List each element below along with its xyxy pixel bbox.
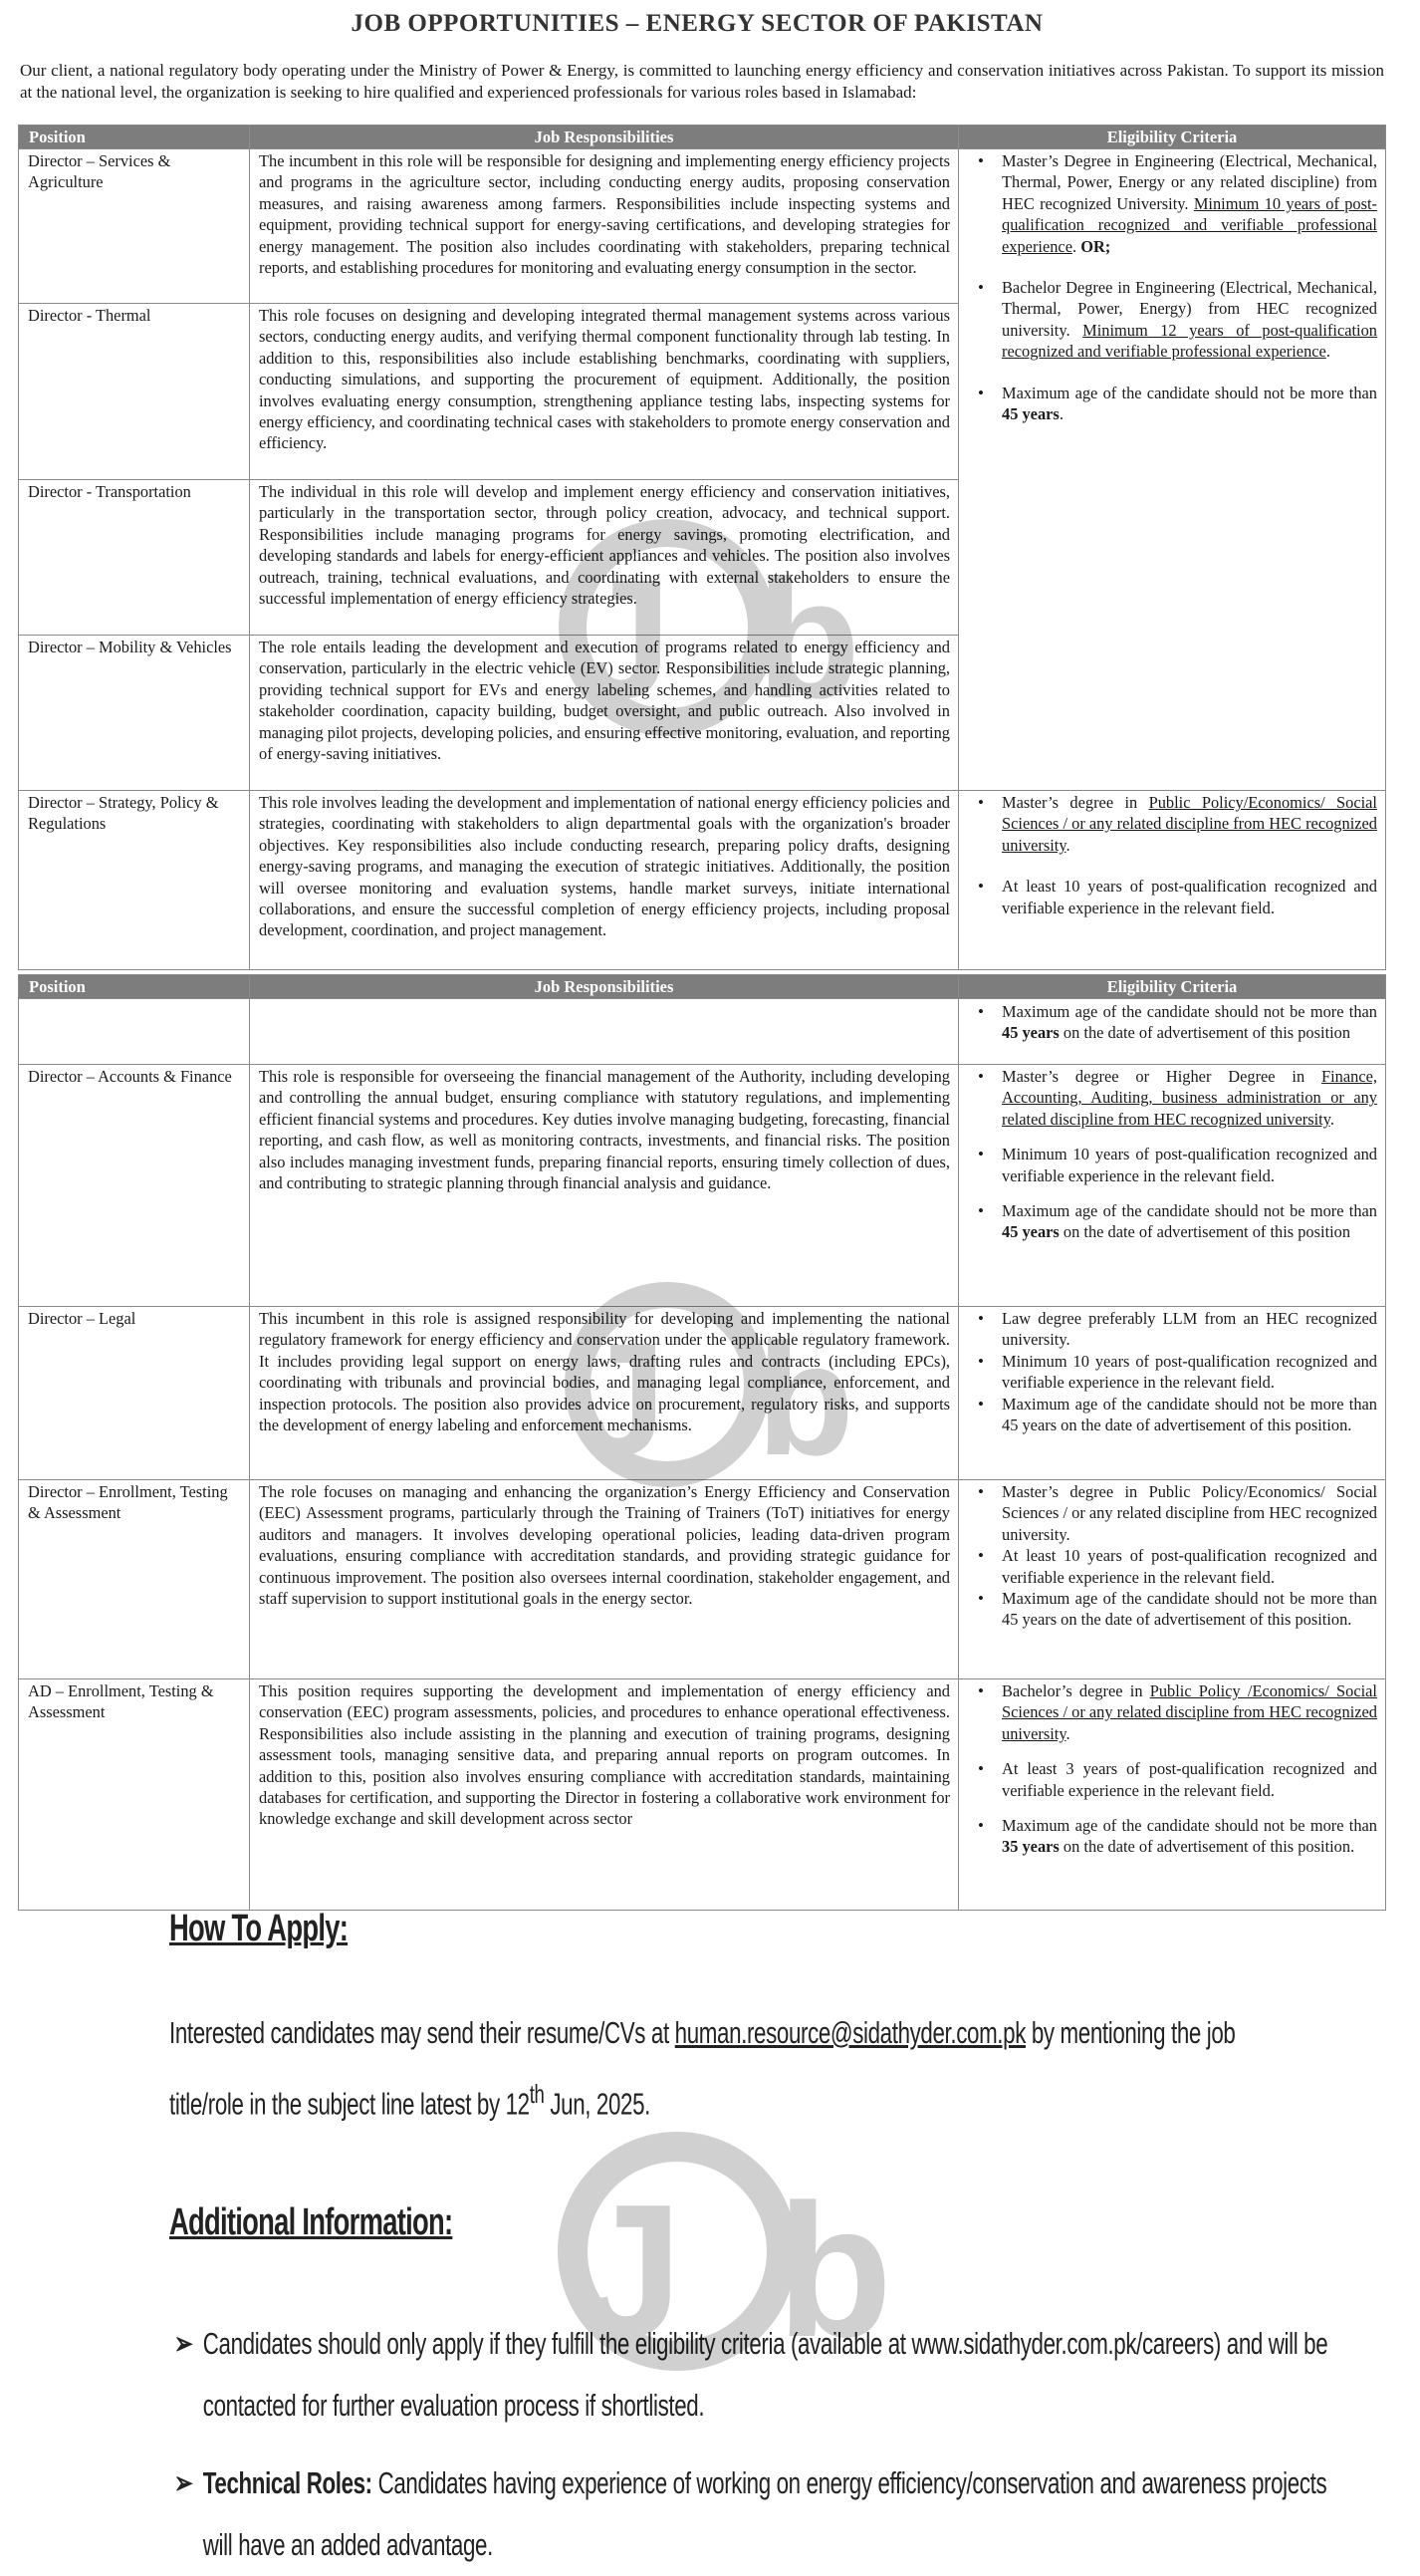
criteria-cell-engineering — [959, 149, 1386, 791]
table-row — [19, 1480, 1386, 1679]
criteria-bullet: • Master’s degree in Public Policy/Economics/ Social Sciences / or any related discipline from HEC recognized university. — [968, 1481, 1377, 1545]
responsibilities-cell: This incumbent in this role is assigned responsibility for developing and implementing the national regulatory framework for energy efficiency and conservation under the applicable regulatory framework. It includes providing legal support on energy laws, drafting rules and contracts (including EPCs), coordinating with tribunals and provincial bodies, and managing legal compliance, enforcement, and inspection protocols. The position also provides advice on procurement, regulatory risks, and supports the development of energy labeling and enforcement mechanisms. — [250, 1307, 959, 1480]
criteria-bullet: • At least 10 years of post-qualification recognized and verifiable experience in the relevant field. — [968, 876, 1377, 918]
position-cell: Director - Transportation — [19, 480, 250, 636]
position-cell-empty — [19, 999, 250, 1065]
criteria-bullet: • Maximum age of the candidate should not be more than 35 years on the date of advertisement of this position. — [968, 1815, 1377, 1858]
position-cell: Director – Enrollment, Testing & Assessment — [19, 1480, 250, 1679]
criteria-cell-policy — [959, 791, 1386, 970]
responsibilities-cell: The incumbent in this role will be responsible for designing and implementing energy efficiency projects and programs in the agriculture sector, including conducting energy audits, proposing conservation measures, and raising awareness among farmers. Responsibilities include inspecting systems and equipment, providing technical support for energy-saving certifications, and developing strategies for energy management. The position also includes coordinating with stakeholders, preparing technical reports, and establishing procedures for monitoring and evaluating energy consumption in the sector. — [250, 149, 959, 304]
additional-info-item: ➢ Candidates should only apply if they fulfill the eligibility criteria (available at www.sidathyder.com.pk/careers) and will be contacted for further evaluation process if shortlisted. — [174, 2313, 1335, 2437]
page-title: JOB OPPORTUNITIES – ENERGY SECTOR OF PAKISTAN — [351, 10, 1044, 37]
responsibilities-cell: This role involves leading the development and implementation of national energy efficiency policies and strategies, coordinating with stakeholders to align departmental goals with the organization's broader objectives. Key responsibilities also include conducting research, preparing policy drafts, designing energy-saving programs, and managing the execution of strategic initiatives. Additionally, the position will oversee monitoring and evaluation systems, handle market surveys, initiate international collaborations, and ensure the successful completion of energy efficiency projects, including proposal development, coordination, and project management. — [250, 791, 959, 970]
criteria-bullet: • Master’s degree or Higher Degree in Finance, Accounting, Auditing, business administration or any related discipline from HEC recognized university. — [968, 1066, 1377, 1130]
criteria-bullet: • Master’s Degree in Engineering (Electrical, Mechanical, Thermal, Power, Energy or any related discipline) from HEC recognized University. Minimum 10 years of post-qualification recognized and verifiable professional experience. OR; — [968, 150, 1377, 257]
position-cell: AD – Enrollment, Testing & Assessment — [19, 1679, 250, 1911]
apply-email-link[interactable]: human.resource@sidathyder.com.pk — [674, 2015, 1026, 2050]
header-responsibilities: Job Responsibilities — [250, 126, 959, 149]
criteria-bullet: • Maximum age of the candidate should not be more than 45 years on the date of advertisement of this position — [968, 1200, 1377, 1243]
table-row — [19, 1679, 1386, 1911]
svg-text:J: J — [578, 1310, 666, 1488]
position-cell: Director – Accounts & Finance — [19, 1065, 250, 1307]
additional-info-heading: Additional Information: — [169, 2201, 453, 2243]
intro-paragraph: Our client, a national regulatory body operating under the Ministry of Power & Energy, is committed to launching energy efficiency and conservation initiatives across Pakistan. To support its mission at the national level, the organization is seeking to hire qualified and experienced professionals for various roles based in Islamabad: — [20, 61, 1384, 102]
position-cell: Director – Legal — [19, 1307, 250, 1480]
header-criteria: Eligibility Criteria — [959, 126, 1386, 149]
how-to-apply-text: Interested candidates may send their resume/CVs at human.resource@sidathyder.com.pk by mentioning the job title/role in the subject line latest by 12th Jun, 2025. — [169, 2015, 1236, 2122]
svg-text:J: J — [578, 2166, 683, 2377]
additional-info-item: ➢ Technical Roles: Candidates having experience of working on energy efficiency/conservation and awareness projects will have an added advantage. — [174, 2452, 1335, 2576]
criteria-bullet: • Maximum age of the candidate should not be more than 45 years. — [968, 383, 1377, 425]
position-cell: Director – Strategy, Policy & Regulations — [19, 791, 250, 970]
criteria-cell — [959, 1679, 1386, 1911]
table-row-continuation — [19, 999, 1386, 1065]
svg-text:b: b — [757, 1310, 854, 1488]
responsibilities-cell: The role entails leading the development and execution of programs related to energy efficiency and conservation, particularly in the electric vehicle (EV) sector. Responsibilities include strategic planning, providing technical support for EVs and energy labeling schemes, and handling activities related to stakeholder coordination, capacity building, budget oversight, and public outreach. Also involved in managing pilot projects, developing policies, and ensuring effective monitoring, evaluation, and reporting of energy-saving initiatives. — [250, 636, 959, 791]
criteria-bullet: • Bachelor Degree in Engineering (Electrical, Mechanical, Thermal, Power, Energy) from HEC recognized university. Minimum 12 years of post-qualification recognized and verifiable professional experience. — [968, 277, 1377, 363]
position-cell: Director - Thermal — [19, 304, 250, 480]
responsibilities-cell-empty — [250, 999, 959, 1065]
criteria-cell — [959, 1480, 1386, 1679]
svg-text:J: J — [578, 545, 672, 734]
criteria-bullet: • Maximum age of the candidate should not be more than 45 years on the date of advertisement of this position — [968, 1001, 1377, 1044]
criteria-bullet: • Maximum age of the candidate should not be more than 45 years on the date of advertisement of this position. — [968, 1588, 1377, 1631]
criteria-bullet: • Minimum 10 years of post-qualification recognized and verifiable experience in the relevant field. — [968, 1351, 1377, 1394]
criteria-bullet: • Master’s degree in Public Policy/Economics/ Social Sciences / or any related discipline from HEC recognized university. — [968, 792, 1377, 856]
header-position: Position — [19, 975, 250, 999]
table-row — [19, 1065, 1386, 1307]
criteria-bullet: • Maximum age of the candidate should not be more than 45 years on the date of advertisement of this position. — [968, 1394, 1377, 1436]
position-cell: Director – Services & Agriculture — [19, 149, 250, 304]
svg-text:b: b — [777, 2166, 893, 2377]
position-cell: Director – Mobility & Vehicles — [19, 636, 250, 791]
responsibilities-cell: This position requires supporting the development and implementation of energy efficiency and conservation (EEC) program assessments, policies, and procedures to enhance operational effectiveness. Responsibilities also include assisting in the planning and execution of training programs, designing assessment tools, managing sensitive data, and preparing annual reports on program outcomes. In addition to this, position also involves ensuring compliance with accreditation standards, maintaining databases for certification, and supporting the Director in fostering a collaborative work environment for knowledge exchange and skill development across sector — [250, 1679, 959, 1911]
arrow-bullet-icon: ➢ — [174, 2326, 193, 2361]
criteria-cell — [959, 1307, 1386, 1480]
responsibilities-cell: This role is responsible for overseeing the financial management of the Authority, including developing and controlling the annual budget, ensuring compliance with statutory regulations, and implementing efficient financial systems and procedures. Key duties involve managing budgeting, forecasting, financial reporting, and cash flow, as well as monitoring contracts, investments, and financial risks. The position also includes managing investment funds, preparing financial reports, ensuring timely collection of dues, and contributing to strategic planning through financial analysis and guidance. — [250, 1065, 959, 1307]
jobs-table-2 — [18, 974, 1386, 1911]
table-row — [19, 1307, 1386, 1480]
how-to-apply-heading: How To Apply: — [169, 1908, 349, 1949]
criteria-bullet: • At least 10 years of post-qualification recognized and verifiable experience in the relevant field. — [968, 1545, 1377, 1588]
table-row — [19, 149, 1386, 304]
responsibilities-cell: This role focuses on designing and developing integrated thermal management systems across various sectors, conducting energy audits, and verifying thermal component functionality through lab testing. In addition to this, responsibilities also include establishing benchmarks, coordinating with suppliers, conducting simulations, and supporting the procurement of equipment. Additionally, the position involves evaluating energy consumption, strengthening appliance testing labs, inspecting systems for energy efficiency, and coordinating technical cases with stakeholders to promote energy conservation and efficiency. — [250, 304, 959, 480]
header-criteria: Eligibility Criteria — [959, 975, 1386, 999]
table-header-row — [19, 975, 1386, 999]
table-header-row — [19, 126, 1386, 149]
jobs-table-1 — [18, 125, 1386, 970]
header-position: Position — [19, 126, 250, 149]
arrow-bullet-icon: ➢ — [174, 2465, 193, 2500]
table-row — [19, 791, 1386, 970]
criteria-cell — [959, 1065, 1386, 1307]
criteria-cell — [959, 999, 1386, 1065]
svg-text:b: b — [757, 545, 860, 734]
header-responsibilities: Job Responsibilities — [250, 975, 959, 999]
criteria-bullet: • At least 3 years of post-qualification recognized and verifiable experience in the relevant field. — [968, 1758, 1377, 1801]
criteria-bullet: • Minimum 10 years of post-qualification recognized and verifiable experience in the relevant field. — [968, 1144, 1377, 1186]
criteria-bullet: • Law degree preferably LLM from an HEC recognized university. — [968, 1308, 1377, 1351]
responsibilities-cell: The individual in this role will develop and implement energy efficiency and conservation initiatives, particularly in the transportation sector, through policy creation, advocacy, and technical support. Responsibilities include managing programs for energy savings, promoting electrification, and developing standards and labels for energy-efficient appliances and vehicles. The position also involves outreach, training, technical evaluations, and coordinating with external stakeholders to ensure the successful implementation of energy efficiency strategies. — [250, 480, 959, 636]
criteria-bullet: • Bachelor’s degree in Public Policy /Economics/ Social Sciences / or any related discipline from HEC recognized university. — [968, 1680, 1377, 1744]
responsibilities-cell: The role focuses on managing and enhancing the organization’s Energy Efficiency and Conservation (EEC) Assessment programs, particularly through the Training of Trainers (ToT) initiatives for energy auditors and managers. It involves developing operational policies, leading data-driven program evaluations, ensuring compliance with accreditation standards, and providing strategic guidance for continuous improvement. The position also oversees internal coordination, stakeholder engagement, and staff supervision to support institutional goals in the energy sector. — [250, 1480, 959, 1679]
